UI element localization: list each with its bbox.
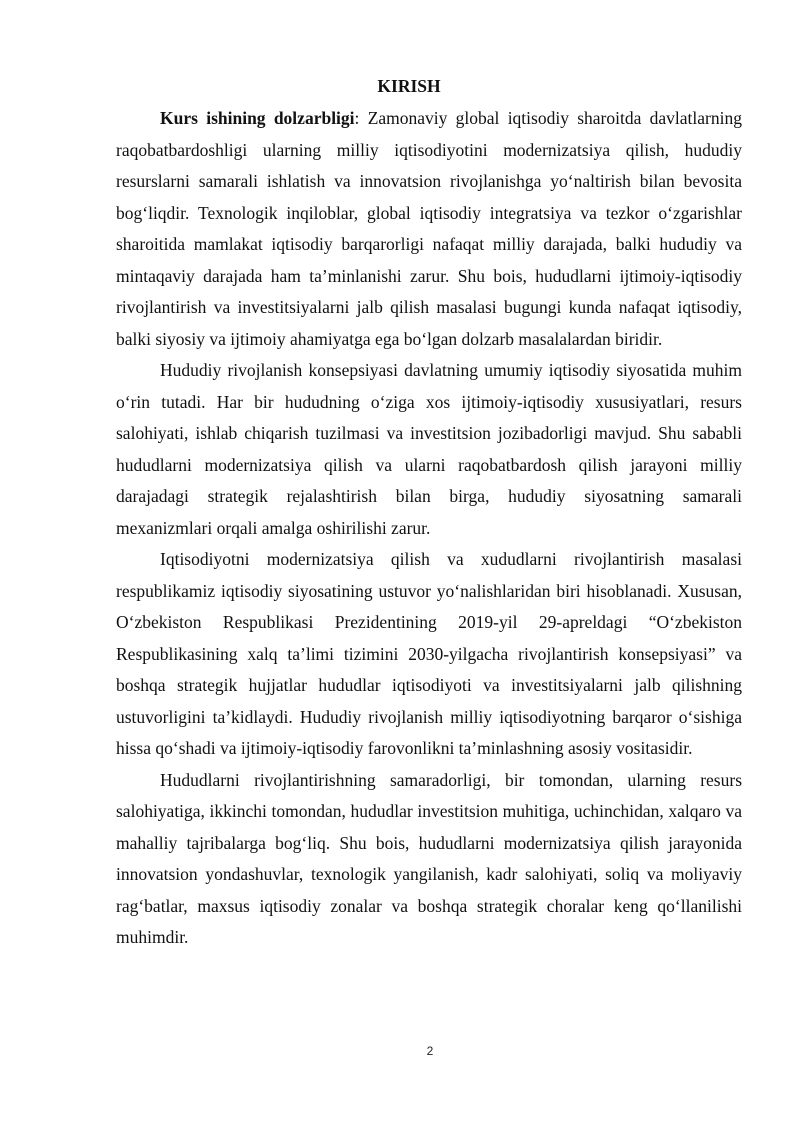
paragraph-4: Hududlarni rivojlantirishning samaradorligi, bir tomondan, ularning resurs salohiyatiga, ikkinchi tomondan, hududlar investitsion muhitiga, uchinchidan, xalqaro va mahalliy tajribalarga bog‘liq. Shu bois, hududlarni modernizatsiya qilish jarayonida innovatsion yondashuvlar, texnologik yangilanish, kadr salohiyati, soliq va moliyaviy rag‘batlar, maxsus iqtisodiy zonalar va boshqa strategik choralar keng qo‘llanilishi muhimdir.	[116, 769, 742, 947]
paragraph-2: Hududiy rivojlanish konsepsiyasi davlatning umumiy iqtisodiy siyosatida muhim o‘rin tutadi. Har bir hududning o‘ziga xos ijtimoiy-iqtisodiy xususiyatlari, resurs salohiyati, ishlab chiqarish tuzilmasi va investitsion jozibadorligi mavjud. Shu sababli hududlarni modernizatsiya qilish va ularni raqobatbardosh qilish jarayoni milliy darajadagi strategik rejalashtirish bilan birga, hududiy siyosatning samarali mexanizmlari orqali amalga oshirilishi zarur.	[116, 360, 742, 538]
paragraph-lead-separator: :	[354, 108, 368, 128]
paragraph-3: Iqtisodiyotni modernizatsiya qilish va xududlarni rivojlantirish masalasi respublikamiz iqtisodiy siyosatining ustuvor yo‘nalishlaridan biri hisoblanadi. Xususan, O‘zbekiston Respublikasi Prezidentining 2019-yil 29-apreldagi “O‘zbekiston Respublikasining xalq ta’limi tizimini 2030-yilgacha rivojlantirish konsepsiyasi” va boshqa strategik hujjatlar hududlar iqtisodiyoti va investitsiyalarni jalb qilishning ustuvorligini ta’kidlaydi. Hududiy rivojlanish milliy iqtisodiyotning barqaror o‘sishiga hissa qo‘shadi va ijtimoiy-iqtisodiy farovonlikni ta’minlashning asosiy vositasidir.	[116, 549, 742, 758]
section-title: KIRISH	[377, 76, 441, 96]
page-number: 2	[426, 1044, 434, 1058]
document-page	[116, 74, 742, 954]
paragraph-lead: Kurs ishining dolzarbligi	[160, 108, 355, 128]
paragraph-text: Zamonaviy global iqtisodiy sharoitda davlatlarning raqobatbardoshligi ularning milliy iqtisodiyotini modernizatsiya qilish, hududiy resurslarni samarali ishlatish va innovatsion rivojlanishga yo‘naltirish bilan bevosita bog‘liqdir. Texnologik inqiloblar, global iqtisodiy integratsiya va tezkor o‘zgarishlar sharoitida mamlakat iqtisodiy barqarorligi nafaqat milliy darajada, balki hududiy va mintaqaviy darajada ham ta’minlanishi zarur. Shu bois, hududlarni ijtimoiy-iqtisodiy rivojlantirish va investitsiyalarni jalb qilish masalasi bugungi kunda nafaqat iqtisodiy, balki siyosiy va ijtimoiy ahamiyatga ega bo‘lgan dolzarb masalalardan biridir.	[116, 108, 742, 349]
paragraph-1	[116, 103, 742, 355]
